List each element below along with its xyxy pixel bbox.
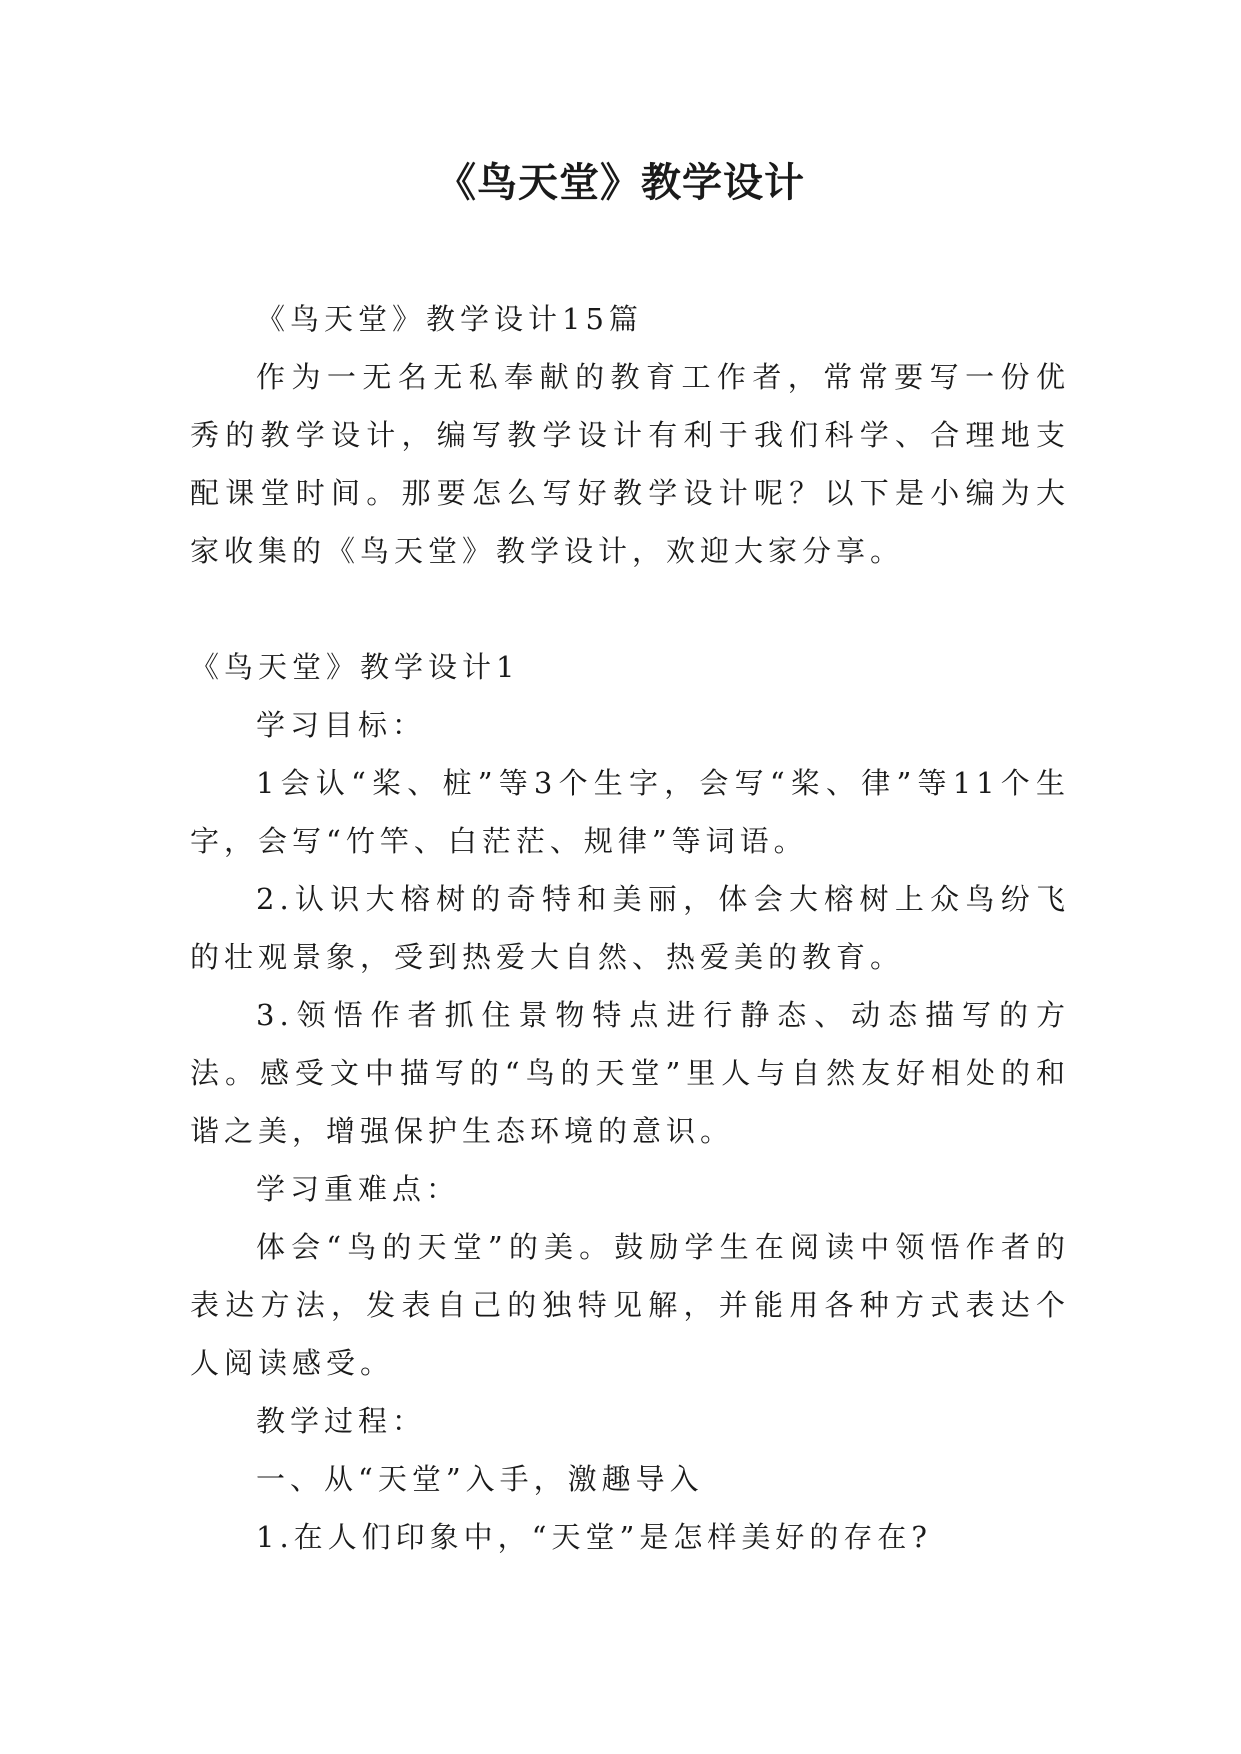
key-points-paragraph: 体会“鸟的天堂”的美。鼓励学生在阅读中领悟作者的表达方法，发表自己的独特见解，并能用各种方式表达个人阅读感受。 xyxy=(190,1230,1070,1380)
teaching-process-label: 教学过程： xyxy=(256,1404,427,1438)
goal-item-2: 2.认识大榕树的奇特和美丽，体会大榕树上众鸟纷飞的壮观景象，受到热爱大自然、热爱美的教育。 xyxy=(190,882,1070,974)
intro-heading: 《鸟天堂》教学设计15篇 xyxy=(256,302,643,336)
learning-goals-label: 学习目标： xyxy=(256,708,427,742)
process-step-heading: 一、从“天堂”入手，激趣导入 xyxy=(256,1462,704,1496)
section-heading: 《鸟天堂》教学设计1 xyxy=(190,650,520,684)
key-points-label: 学习重难点： xyxy=(256,1172,461,1206)
document-title: 《鸟天堂》教学设计 xyxy=(436,160,805,206)
process-step-item-1: 1.在人们印象中，“天堂”是怎样美好的存在? xyxy=(256,1520,932,1554)
goal-item-3: 3.领悟作者抓住景物特点进行静态、动态描写的方法。感受文中描写的“鸟的天堂”里人与自然友好相处的和谐之美，增强保护生态环境的意识。 xyxy=(190,998,1070,1148)
intro-paragraph: 作为一无名无私奉献的教育工作者，常常要写一份优秀的教学设计，编写教学设计有利于我们科学、合理地支配课堂时间。那要怎么写好教学设计呢？以下是小编为大家收集的《鸟天堂》教学设计，欢迎大家分享。 xyxy=(190,360,1070,568)
goal-item-1: 1会认“桨、桩”等3个生字，会写“桨、律”等11个生字，会写“竹竿、白茫茫、规律”等词语。 xyxy=(190,766,1070,858)
document-body xyxy=(190,290,1070,1566)
